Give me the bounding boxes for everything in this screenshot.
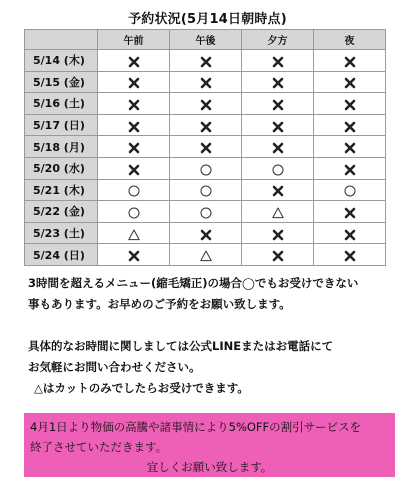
row-date: 5/16 (土) — [25, 93, 98, 115]
cross-icon — [128, 142, 140, 154]
slot-cell — [170, 222, 242, 244]
table-row — [25, 179, 386, 201]
cross-icon — [344, 77, 356, 89]
circle-icon — [272, 164, 284, 176]
cross-icon — [272, 56, 284, 68]
note-block-1 — [28, 273, 400, 315]
discount-end-notice — [24, 413, 395, 477]
slot-cell — [98, 114, 170, 136]
circle-icon — [344, 185, 356, 197]
slot-cell — [170, 157, 242, 179]
cross-icon — [272, 250, 284, 262]
cross-icon — [128, 99, 140, 111]
table-row — [25, 157, 386, 179]
triangle-icon — [200, 250, 212, 262]
slot-cell — [314, 136, 386, 158]
slot-cell — [314, 93, 386, 115]
column-header-night: 夜 — [314, 30, 386, 50]
cross-icon — [272, 99, 284, 111]
cross-icon — [128, 77, 140, 89]
slot-cell — [170, 179, 242, 201]
slot-cell — [170, 114, 242, 136]
row-date: 5/15 (金) — [25, 71, 98, 93]
slot-cell — [98, 201, 170, 223]
table-header-row — [25, 30, 386, 50]
cross-icon — [200, 229, 212, 241]
slot-cell — [242, 114, 314, 136]
slot-cell — [242, 201, 314, 223]
slot-cell — [170, 50, 242, 72]
note-line: 具体的なお時間に関しましては公式LINEまたはお電話にて — [28, 339, 334, 353]
slot-cell — [242, 244, 314, 266]
circle-icon — [200, 164, 212, 176]
slot-cell — [170, 93, 242, 115]
slot-cell — [314, 201, 386, 223]
notice-line: 終了させていただきます。 — [30, 440, 168, 454]
slot-cell — [242, 50, 314, 72]
slot-cell — [170, 201, 242, 223]
slot-cell — [98, 93, 170, 115]
cross-icon — [272, 121, 284, 133]
row-date: 5/23 (土) — [25, 222, 98, 244]
table-row — [25, 71, 386, 93]
table-row — [25, 222, 386, 244]
table-row — [25, 244, 386, 266]
cross-icon — [344, 99, 356, 111]
slot-cell — [314, 157, 386, 179]
slot-cell — [170, 244, 242, 266]
cross-icon — [200, 142, 212, 154]
cross-icon — [344, 229, 356, 241]
triangle-icon — [128, 229, 140, 241]
row-date: 5/20 (水) — [25, 157, 98, 179]
slot-cell — [98, 244, 170, 266]
table-body — [25, 50, 386, 266]
slot-cell — [98, 222, 170, 244]
slot-cell — [98, 136, 170, 158]
cross-icon — [272, 229, 284, 241]
row-date: 5/17 (日) — [25, 114, 98, 136]
slot-cell — [98, 157, 170, 179]
cross-icon — [344, 207, 356, 219]
cross-icon — [200, 77, 212, 89]
slot-cell — [314, 114, 386, 136]
cross-icon — [128, 164, 140, 176]
slot-cell — [242, 179, 314, 201]
cross-icon — [344, 164, 356, 176]
row-date: 5/24 (日) — [25, 244, 98, 266]
cross-icon — [128, 121, 140, 133]
table-row — [25, 50, 386, 72]
slot-cell — [242, 157, 314, 179]
cross-icon — [128, 56, 140, 68]
cross-icon — [272, 185, 284, 197]
column-header-morning: 午前 — [98, 30, 170, 50]
circle-icon — [128, 207, 140, 219]
cross-icon — [344, 250, 356, 262]
slot-cell — [242, 93, 314, 115]
page-title: 予約状況(5月14日朝時点) — [128, 12, 287, 27]
slot-cell — [170, 71, 242, 93]
row-date: 5/22 (金) — [25, 201, 98, 223]
note-line: お気軽にお問い合わせください。 — [28, 360, 201, 374]
slot-cell — [314, 71, 386, 93]
note-line: △はカットのみでしたらお受けできます。 — [34, 381, 249, 395]
note-line: 3時間を超えるメニュー(縮毛矯正)の場合◯でもお受けできない — [28, 276, 359, 290]
slot-cell — [98, 71, 170, 93]
slot-cell — [242, 71, 314, 93]
cross-icon — [344, 142, 356, 154]
slot-cell — [314, 50, 386, 72]
table-row — [25, 114, 386, 136]
row-date: 5/14 (木) — [25, 50, 98, 72]
column-header-afternoon: 午後 — [170, 30, 242, 50]
header-corner — [25, 30, 98, 50]
column-header-evening: 夕方 — [242, 30, 314, 50]
cross-icon — [272, 142, 284, 154]
cross-icon — [200, 99, 212, 111]
cross-icon — [272, 77, 284, 89]
slot-cell — [242, 136, 314, 158]
triangle-icon — [272, 207, 284, 219]
row-date: 5/18 (月) — [25, 136, 98, 158]
notice-line: 4月1日より物価の高騰や諸事情により5%OFFの割引サービスを — [30, 420, 362, 434]
slot-cell — [98, 179, 170, 201]
table-row — [25, 201, 386, 223]
cross-icon — [344, 56, 356, 68]
slot-cell — [314, 179, 386, 201]
notice-line: 宜しくお願い致します。 — [146, 460, 273, 474]
slot-cell — [242, 222, 314, 244]
row-date: 5/21 (木) — [25, 179, 98, 201]
cross-icon — [344, 121, 356, 133]
cross-icon — [200, 121, 212, 133]
cross-icon — [128, 250, 140, 262]
reservation-table — [24, 29, 386, 266]
table-row — [25, 136, 386, 158]
note-block-2 — [28, 336, 400, 399]
note-line: 事もあります。お早めのご予約をお願い致します。 — [28, 297, 291, 311]
slot-cell — [170, 136, 242, 158]
table-row — [25, 93, 386, 115]
circle-icon — [200, 185, 212, 197]
slot-cell — [314, 244, 386, 266]
circle-icon — [200, 207, 212, 219]
circle-icon — [128, 185, 140, 197]
cross-icon — [200, 56, 212, 68]
slot-cell — [98, 50, 170, 72]
slot-cell — [314, 222, 386, 244]
